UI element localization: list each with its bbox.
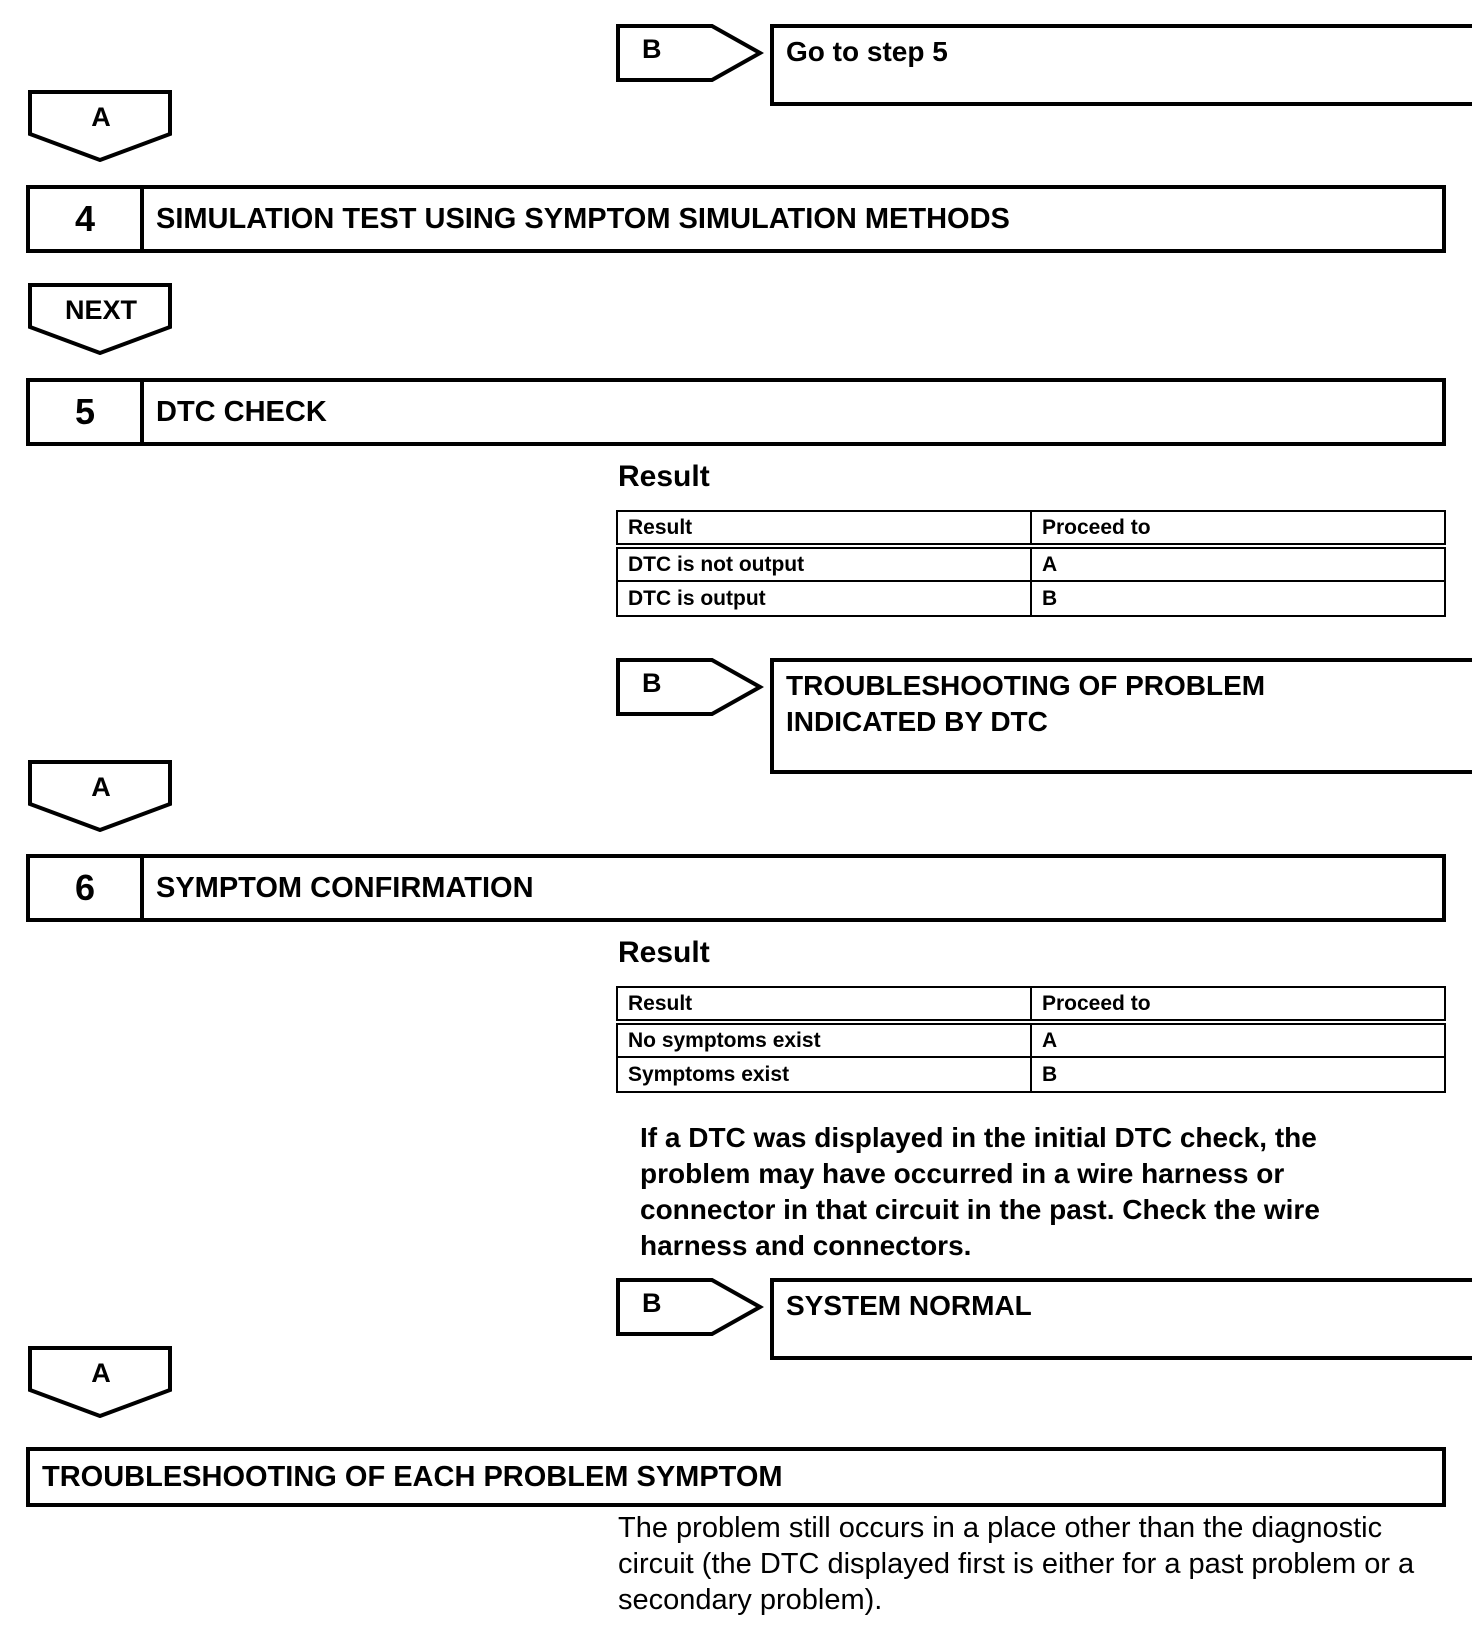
step-4-box [26, 185, 1446, 253]
branch-target-label: SYSTEM NORMAL [786, 1290, 1032, 1321]
step-number: 6 [30, 858, 144, 918]
header-proceed-to: Proceed to [1031, 987, 1445, 1022]
right-arrow-tag-icon [616, 658, 764, 716]
table-header-row [617, 987, 1445, 1022]
branch-tag-b [616, 1278, 764, 1336]
branch-tag-label: B [642, 1288, 662, 1318]
cell-result: DTC is not output [617, 546, 1031, 581]
cell-result: Symptoms exist [617, 1057, 1031, 1092]
branch-target-line: TROUBLESHOOTING OF PROBLEM [786, 670, 1266, 701]
table-header-row [617, 511, 1445, 546]
flow-tag-a [28, 760, 174, 832]
final-step-title: TROUBLESHOOTING OF EACH PROBLEM SYMPTOM [42, 1460, 783, 1493]
flow-tag-a [28, 1346, 174, 1418]
flow-tag-label: A [91, 102, 111, 132]
branch-target-go-to-step-5 [770, 24, 1472, 106]
table-row [617, 1022, 1445, 1057]
flow-tag-next [28, 283, 174, 355]
table-row [617, 1057, 1445, 1092]
flow-tag-label: NEXT [64, 295, 137, 325]
cell-proceed: B [1031, 581, 1445, 616]
final-step-box [26, 1447, 1446, 1507]
result-table-step-5 [616, 510, 1446, 617]
result-heading: Result [618, 460, 710, 493]
result-table-step-6 [616, 986, 1446, 1093]
step-title: SYMPTOM CONFIRMATION [156, 871, 534, 904]
branch-target-line: INDICATED BY DTC [786, 706, 1048, 737]
right-arrow-tag-icon [616, 24, 764, 82]
cell-result: No symptoms exist [617, 1022, 1031, 1057]
cell-proceed: A [1031, 546, 1445, 581]
step-title: SIMULATION TEST USING SYMPTOM SIMULATION METHODS [156, 202, 1010, 235]
cell-proceed: A [1031, 1022, 1445, 1057]
step-title: DTC CHECK [156, 395, 327, 428]
cell-result: DTC is output [617, 581, 1031, 616]
branch-target-troubleshooting-dtc [770, 658, 1472, 774]
branch-tag-b [616, 658, 764, 716]
header-result: Result [617, 511, 1031, 546]
flow-tag-label: A [91, 772, 111, 802]
step-number: 5 [30, 382, 144, 442]
branch-tag-b [616, 24, 764, 82]
right-arrow-tag-icon [616, 1278, 764, 1336]
cell-proceed: B [1031, 1057, 1445, 1092]
step-6-box [26, 854, 1446, 922]
step-number: 4 [30, 189, 144, 249]
step-6-note: If a DTC was displayed in the initial DTC check, the problem may have occurred in a wire harness or connector in that circuit in the past. Check the wire harness and connectors. [640, 1122, 1320, 1261]
table-row [617, 546, 1445, 581]
step-5-box [26, 378, 1446, 446]
branch-tag-label: B [642, 34, 662, 64]
branch-target-system-normal [770, 1278, 1472, 1360]
result-heading: Result [618, 936, 710, 969]
final-note: The problem still occurs in a place other than the diagnostic circuit (the DTC displayed first is either for a past problem or a secondary problem). [618, 1512, 1415, 1616]
flow-tag-a [28, 90, 174, 162]
flow-tag-label: A [91, 1358, 111, 1388]
header-result: Result [617, 987, 1031, 1022]
branch-target-label: Go to step 5 [786, 36, 948, 67]
header-proceed-to: Proceed to [1031, 511, 1445, 546]
branch-tag-label: B [642, 668, 662, 698]
table-row [617, 581, 1445, 616]
